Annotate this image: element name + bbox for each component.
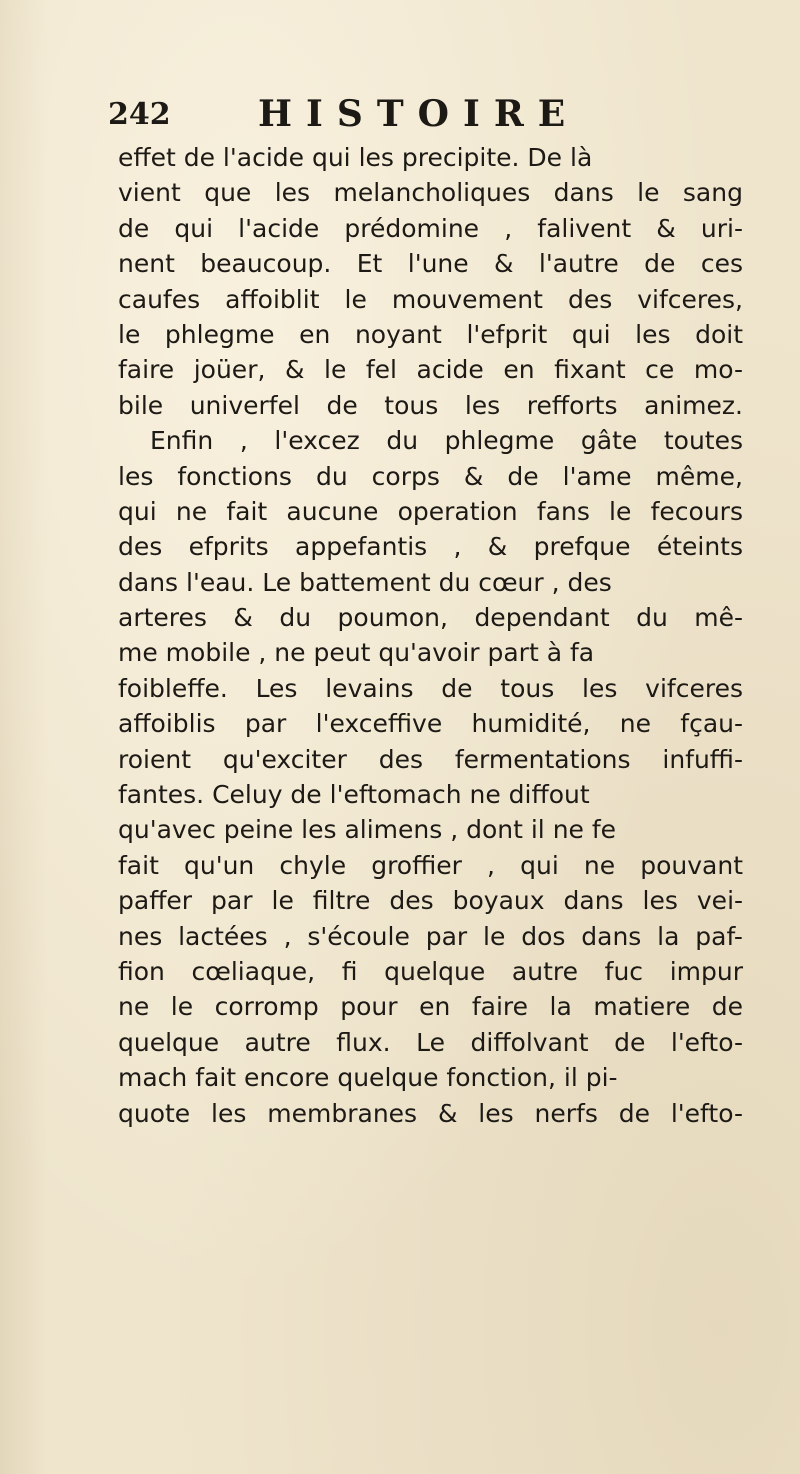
running-title: HISTOIRE bbox=[258, 93, 580, 135]
text-line: fait qu'un chyle groffier , qui ne pouvant bbox=[118, 850, 743, 880]
text-line: qu'avec peine les alimens , dont il ne fe bbox=[118, 815, 617, 845]
text-line: des efprits appefantis , & prefque éteints bbox=[118, 532, 744, 562]
text-line: qui ne fait aucune operation fans le fecours bbox=[118, 496, 743, 526]
text-line: paffer par le filtre des boyaux dans les vei- bbox=[118, 886, 744, 916]
text-line: ne le corromp pour en faire la matiere de bbox=[118, 992, 744, 1022]
text-line: vient que les melancholiques dans le sang bbox=[118, 178, 743, 208]
text-line: quote les membranes & les nerfs de l'efto- bbox=[118, 1098, 743, 1128]
text-line: faire joüer, & le fel acide en fixant ce mo- bbox=[118, 355, 743, 385]
text-line: dans l'eau. Le battement du cœur , des bbox=[118, 567, 612, 597]
text-line: nes lactées , s'écoule par le dos dans la paf- bbox=[118, 921, 743, 951]
text-line: quelque autre flux. Le diffolvant de l'efto- bbox=[118, 1027, 744, 1057]
page-header bbox=[108, 93, 668, 141]
text-line: de qui l'acide prédomine , falivent & uri- bbox=[118, 213, 743, 243]
text-line: foibleffe. Les levains de tous les vifceres bbox=[118, 673, 743, 703]
text-line: caufes affoiblit le mouvement des vifceres, bbox=[118, 284, 743, 314]
text-line: fantes. Celuy de l'eftomach ne diffout bbox=[118, 780, 590, 810]
paragraph-start-line: Enfin , l'excez du phlegme gâte toutes bbox=[150, 426, 744, 456]
page-number: 242 bbox=[108, 97, 171, 132]
text-line: mach fait encore quelque fonction, il pi- bbox=[118, 1063, 618, 1093]
text-line: nent beaucoup. Et l'une & l'autre de ces bbox=[118, 249, 743, 279]
text-line: affoiblis par l'exceffive humidité, ne fçau- bbox=[118, 709, 743, 739]
text-line: bile univerfel de tous les refforts animez. bbox=[118, 390, 743, 420]
text-line: me mobile , ne peut qu'avoir part à fa bbox=[118, 638, 595, 668]
text-line: fion cœliaque, fi quelque autre fuc impur bbox=[118, 956, 743, 986]
text-line: les fonctions du corps & de l'ame même, bbox=[118, 461, 743, 491]
text-line: le phlegme en noyant l'efprit qui les doit bbox=[118, 319, 744, 349]
text-line: effet de l'acide qui les precipite. De là bbox=[118, 143, 593, 172]
body-text bbox=[118, 140, 743, 1131]
text-line: roient qu'exciter des fermentations infuffi- bbox=[118, 744, 743, 774]
text-line: arteres & du poumon, dependant du mê- bbox=[118, 603, 744, 633]
